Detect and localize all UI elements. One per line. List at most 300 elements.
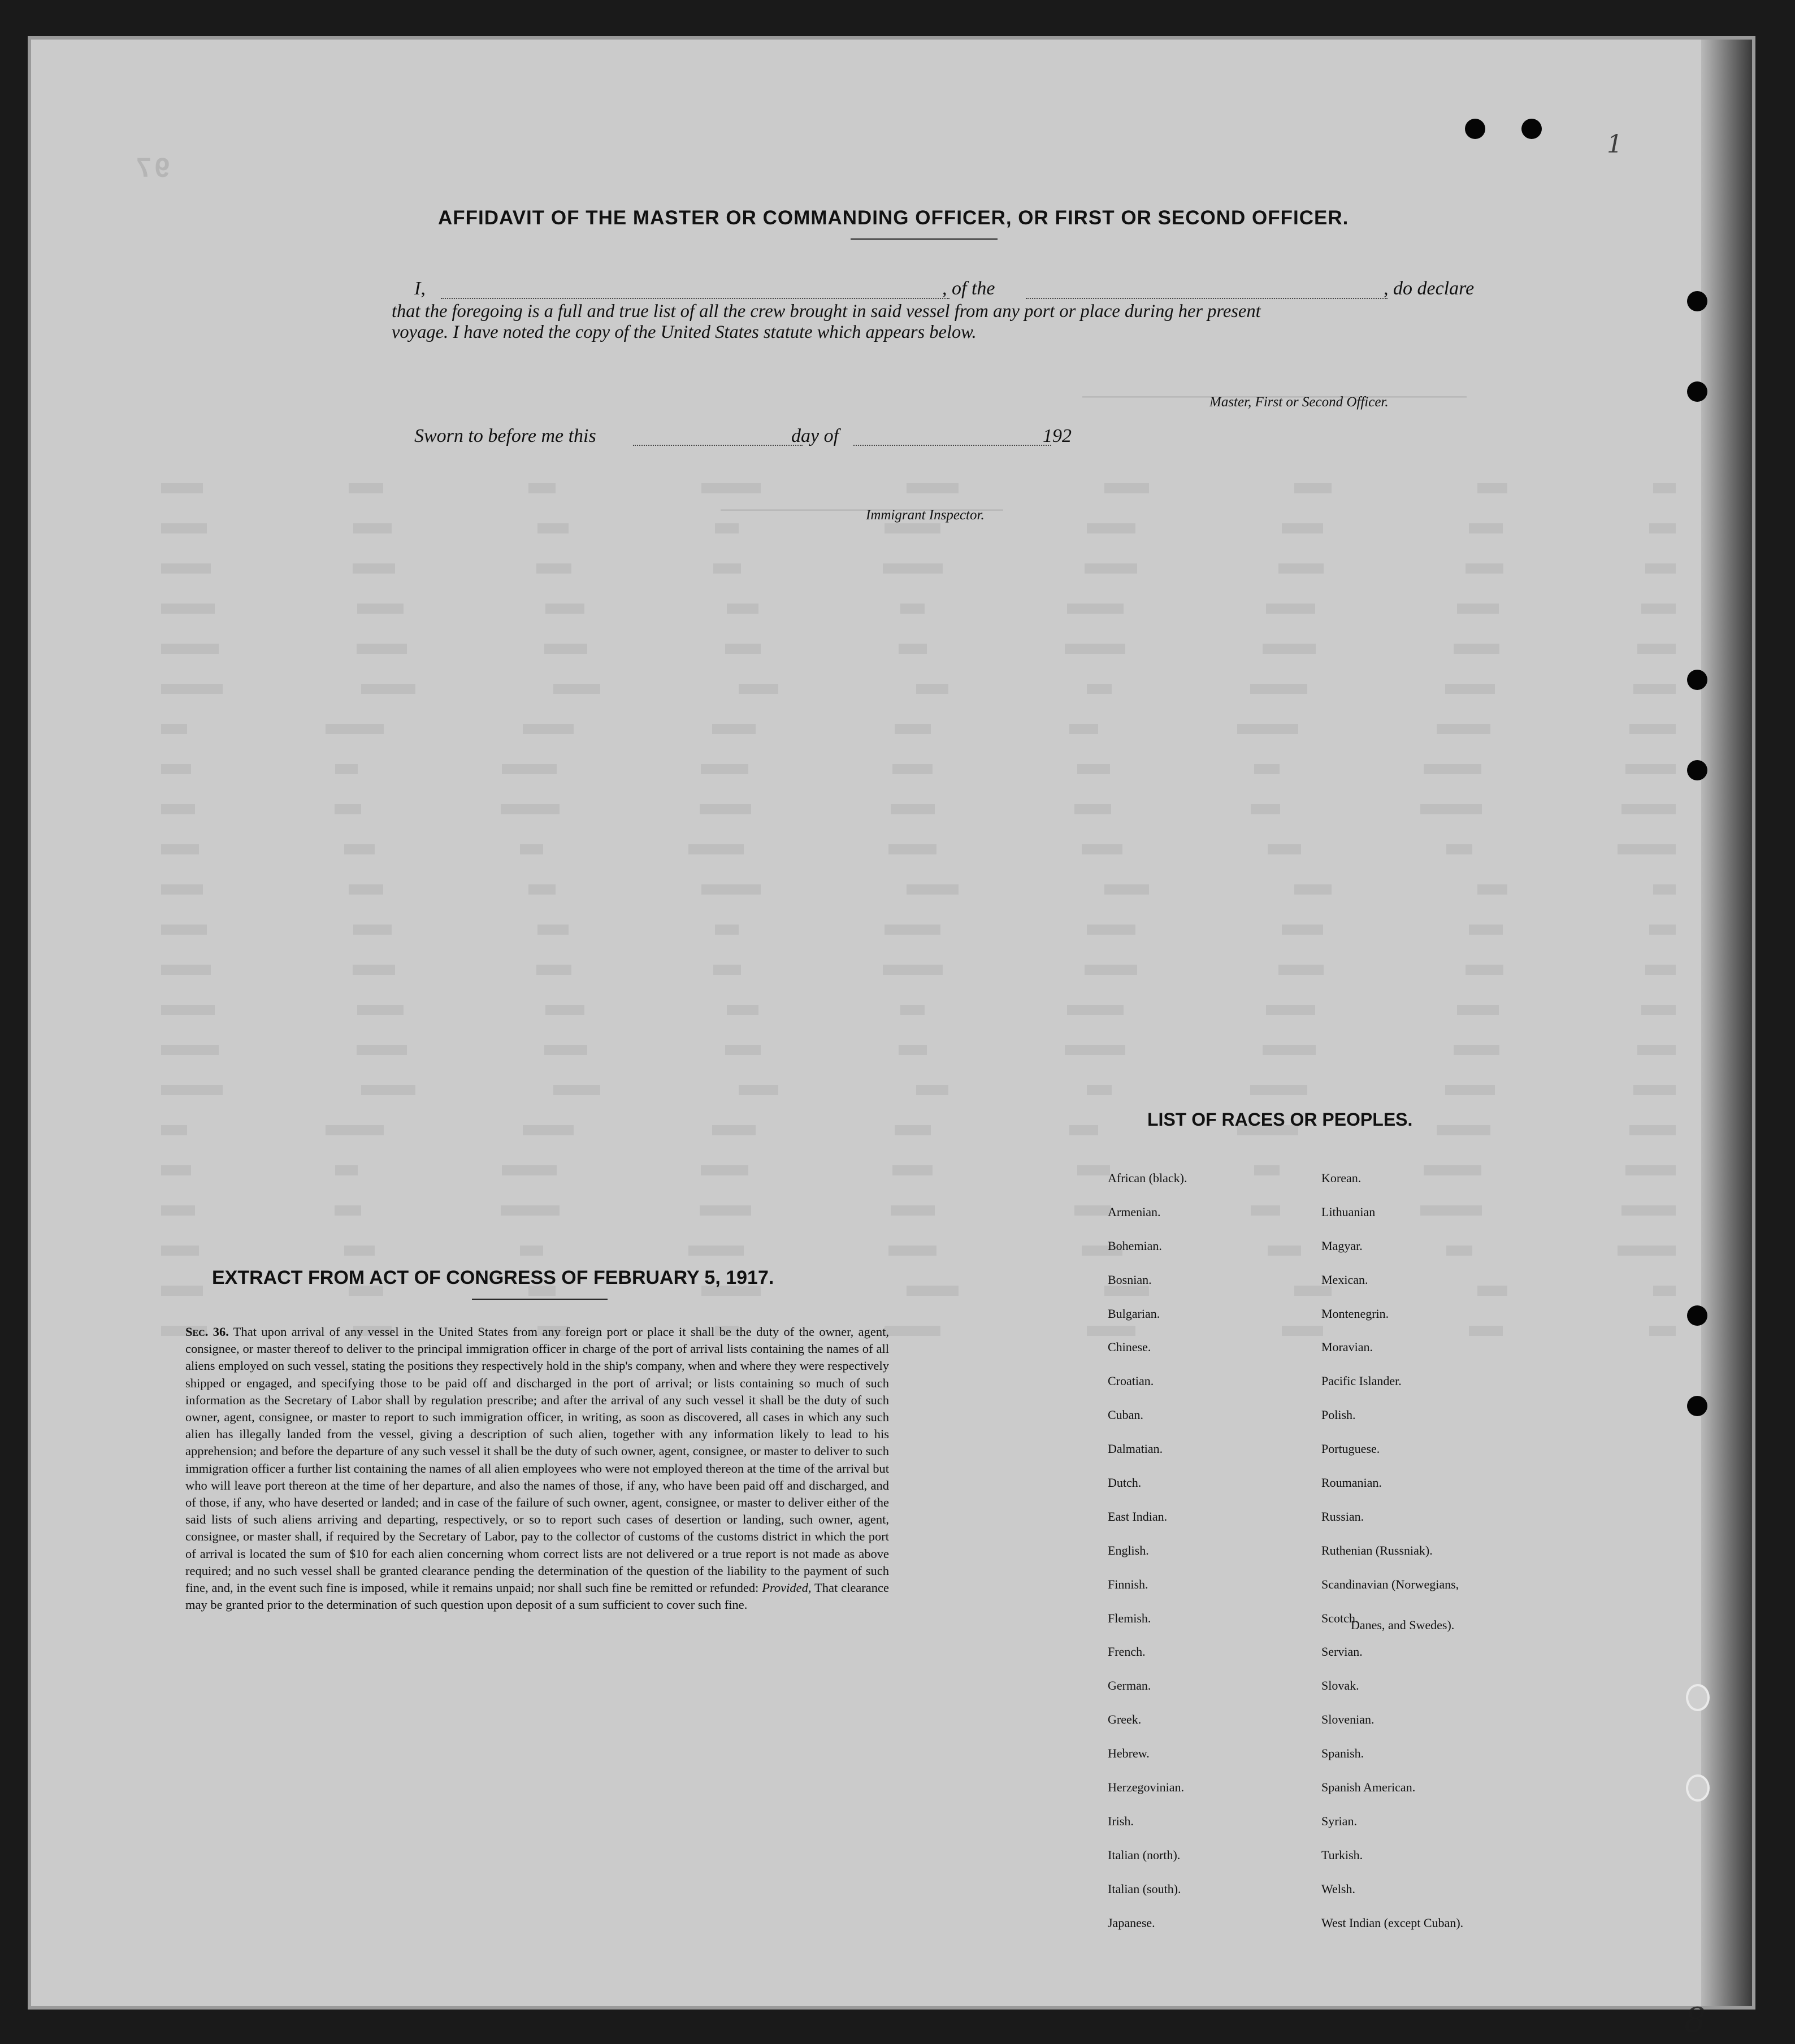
bleed-through-mark	[885, 1326, 941, 1336]
bleed-through-mark	[344, 1246, 375, 1256]
bleed-through-mark	[891, 804, 935, 814]
affidavit-voyage-line: voyage. I have noted the copy of the United States statute which appears below.	[392, 322, 977, 342]
bleed-through-mark	[161, 1165, 191, 1175]
bleed-through-mark	[161, 1326, 207, 1336]
affidavit-i: I,	[414, 278, 426, 299]
race-entry: Bulgarian.	[1108, 1306, 1160, 1321]
bleed-through-mark	[545, 644, 588, 654]
bleed-through-mark	[353, 523, 392, 533]
bleed-through-mark	[907, 483, 959, 493]
bleed-through-mark	[1437, 1125, 1491, 1135]
bleed-through-mark	[899, 1045, 927, 1055]
bleed-through-mark	[1067, 604, 1124, 614]
bleed-through-mark	[1077, 1165, 1110, 1175]
bleed-through-mark	[1629, 724, 1676, 734]
bleed-through-mark	[326, 1125, 384, 1135]
month-blank	[853, 444, 1051, 446]
bleed-through-mark	[895, 1125, 931, 1135]
race-entry: Armenian.	[1108, 1204, 1161, 1219]
bleed-through-mark	[1420, 1205, 1482, 1216]
proviso-text: That clearance may be granted prior to the determination of such question upon deposit of a sum sufficient to cover such fine.	[185, 1581, 889, 1612]
bleed-through-mark	[701, 483, 761, 493]
bleed-through-mark	[161, 804, 195, 814]
bleed-through-mark	[895, 724, 931, 734]
bleed-through-mark	[1237, 1125, 1298, 1135]
bleed-through-mark	[1087, 523, 1135, 533]
bleed-through-mark	[907, 884, 959, 895]
bleed-through-row	[161, 563, 1676, 580]
bleed-through-mark	[1067, 1005, 1124, 1015]
bleed-through-row	[161, 844, 1676, 861]
bleed-through-mark	[537, 965, 572, 975]
bleed-through-row	[161, 1165, 1676, 1182]
race-entry: Irish.	[1108, 1813, 1134, 1828]
bleed-through-mark	[1445, 1085, 1495, 1095]
bleed-through-mark	[1254, 764, 1280, 774]
bleed-through-mark	[725, 644, 761, 654]
bleed-through-mark	[1618, 844, 1676, 854]
bleed-through-mark	[701, 764, 748, 774]
bleed-through-mark	[715, 925, 739, 935]
punch-hole	[1687, 1305, 1707, 1326]
bleed-through-mark	[161, 1205, 195, 1216]
bleed-through-mark	[1645, 563, 1676, 574]
bleed-through-mark	[1633, 1085, 1676, 1095]
bleed-through-mark	[1082, 1246, 1122, 1256]
bleed-through-mark	[1282, 925, 1323, 935]
bleed-through-mark	[1446, 1246, 1472, 1256]
bleed-through-mark	[1477, 1286, 1507, 1296]
punch-hole	[1687, 381, 1707, 402]
bleed-through-mark	[161, 483, 203, 493]
bleed-through-mark	[344, 844, 375, 854]
bleed-through-mark	[161, 1005, 215, 1015]
affidavit-of-the: , of the	[942, 278, 995, 299]
bleed-through-row	[161, 644, 1676, 661]
bleed-through-row	[161, 724, 1676, 741]
bleed-through-mark	[883, 965, 943, 975]
bleed-through-mark	[1082, 844, 1122, 854]
bleed-through-mark	[1618, 1246, 1676, 1256]
corner-tick-mark: 1	[1607, 130, 1623, 159]
race-entry: Polish.	[1321, 1408, 1356, 1422]
bleed-through-mark	[700, 1205, 751, 1216]
bleed-through-mark	[1279, 965, 1324, 975]
bleed-through-mark	[701, 884, 761, 895]
bleed-through-mark	[1649, 1326, 1676, 1336]
bleed-through-row	[161, 1125, 1676, 1142]
race-entry: Magyar.	[1321, 1238, 1363, 1253]
bleed-through-mark	[1266, 1005, 1315, 1015]
race-entry: Servian.	[1321, 1644, 1363, 1659]
race-entry: Korean.	[1321, 1171, 1362, 1185]
bleed-through-mark	[161, 1045, 219, 1055]
bleed-through-mark	[1469, 523, 1503, 533]
bleed-through-row	[161, 1085, 1676, 1102]
bleed-through-mark	[1649, 523, 1676, 533]
bleed-through-mark	[1641, 604, 1676, 614]
bleed-through-mark	[885, 925, 941, 935]
bleed-through-mark	[917, 1085, 949, 1095]
bleed-through-mark	[1279, 563, 1324, 574]
act-title: EXTRACT FROM ACT OF CONGRESS OF FEBRUARY 5, 1917.	[212, 1267, 774, 1288]
bleed-through-mark	[1457, 1005, 1499, 1015]
bleed-through-mark	[335, 1165, 358, 1175]
bleed-through-mark	[701, 1165, 748, 1175]
race-entry: Dalmatian.	[1108, 1442, 1163, 1456]
race-entry: Scandinavian (Norwegians,	[1321, 1577, 1459, 1591]
bleed-through-row	[161, 483, 1676, 500]
races-title: LIST OF RACES OR PEOPLES.	[1147, 1109, 1413, 1130]
year-text: 192	[1043, 426, 1072, 446]
bleed-through-mark	[893, 764, 933, 774]
bleed-through-mark	[1446, 844, 1472, 854]
bleed-through-mark	[520, 1246, 543, 1256]
bleed-through-mark	[1637, 1045, 1676, 1055]
race-entry: Chinese.	[1108, 1340, 1151, 1355]
bleed-through-mark	[725, 1045, 761, 1055]
race-entry: Bohemian.	[1108, 1238, 1162, 1253]
bleed-through-mark	[1074, 804, 1111, 814]
sworn-text: Sworn to before me this	[414, 426, 596, 446]
bleed-through-mark	[907, 1286, 959, 1296]
race-entry: Greek.	[1108, 1712, 1142, 1727]
bleed-through-mark	[713, 1125, 756, 1135]
bleed-through-mark	[1104, 884, 1149, 895]
bleed-through-mark	[701, 1286, 761, 1296]
bleed-through-mark	[1420, 804, 1482, 814]
race-entry: Japanese.	[1108, 1915, 1155, 1930]
bleed-through-mark	[520, 844, 543, 854]
reinforcement-ring	[1686, 1774, 1710, 1802]
title-underline	[851, 238, 998, 240]
bleed-through-mark	[1424, 764, 1481, 774]
bleed-through-mark	[715, 1326, 739, 1336]
document-page	[31, 40, 1752, 2040]
bleed-through-mark	[1251, 804, 1281, 814]
race-entry: Hebrew.	[1108, 1746, 1150, 1761]
bleed-through-mark	[502, 764, 557, 774]
race-entry: Scotch.	[1321, 1611, 1359, 1625]
race-entry: Lithuanian	[1321, 1204, 1376, 1219]
race-entry: Slovenian.	[1321, 1712, 1375, 1727]
bleed-through-mark	[161, 884, 203, 895]
bleed-through-row	[161, 764, 1676, 781]
bleed-through-row	[161, 1286, 1676, 1303]
bleed-through-mark	[1469, 1326, 1503, 1336]
bleed-through-mark	[161, 563, 211, 574]
bleed-through-mark	[161, 523, 207, 533]
page-edge-shadow	[1701, 40, 1752, 2006]
bleed-through-mark	[523, 724, 574, 734]
bleed-through-mark	[161, 604, 215, 614]
race-entry: Syrian.	[1321, 1813, 1357, 1828]
race-entry: Italian (south).	[1108, 1881, 1181, 1896]
bleed-through-mark	[501, 1205, 560, 1216]
bleed-through-mark	[361, 1085, 415, 1095]
bleed-through-mark	[713, 563, 741, 574]
punch-hole	[1465, 119, 1485, 139]
bleed-through-mark	[545, 604, 584, 614]
race-entry: Russian.	[1321, 1509, 1364, 1524]
bleed-through-mark	[1065, 644, 1125, 654]
bleed-through-mark	[1457, 604, 1499, 614]
bleed-through-mark	[353, 563, 395, 574]
race-entry: Ruthenian (Russniak).	[1321, 1543, 1433, 1557]
bleed-through-mark	[553, 684, 600, 694]
bleed-through-mark	[883, 563, 943, 574]
vessel-name-blank	[1026, 297, 1388, 299]
bleed-through-mark	[1070, 1125, 1099, 1135]
bleed-through-mark	[1625, 1165, 1676, 1175]
bleed-through-mark	[1254, 1165, 1280, 1175]
bleed-through-row	[161, 1326, 1676, 1343]
bleed-through-mark	[1295, 1286, 1332, 1296]
affidavit-statement-line: that the foregoing is a full and true list of all the crew brought in said vessel from any port or place during her present	[392, 301, 1261, 322]
bleed-through-mark	[537, 523, 569, 533]
signature-caption: Master, First or Second Officer.	[1209, 394, 1389, 410]
bleed-through-mark	[545, 1045, 588, 1055]
race-entry: Bosnian.	[1108, 1272, 1152, 1287]
bleed-through-mark	[357, 604, 404, 614]
bleed-through-mark	[357, 644, 407, 654]
bleed-through-mark	[1437, 724, 1491, 734]
bleed-through-row	[161, 1205, 1676, 1222]
bleed-through-mark	[1633, 684, 1676, 694]
bleed-through-row	[161, 925, 1676, 941]
bleed-through-mark	[1087, 925, 1135, 935]
bleed-through-mark	[1295, 483, 1332, 493]
race-entry: Dutch.	[1108, 1476, 1142, 1490]
bleed-through-mark	[739, 1085, 778, 1095]
day-of-text: day of	[791, 426, 839, 446]
bleed-through-heading: 97	[133, 153, 170, 183]
race-entry: Turkish.	[1321, 1847, 1363, 1862]
bleed-through-mark	[688, 1246, 744, 1256]
master-name-blank	[441, 297, 949, 299]
race-entry: English.	[1108, 1543, 1149, 1557]
bleed-through-mark	[1621, 1205, 1676, 1216]
race-entry: German.	[1108, 1678, 1151, 1693]
bleed-through-mark	[1087, 1085, 1112, 1095]
race-entry: Montenegrin.	[1321, 1306, 1389, 1321]
bleed-through-mark	[161, 1246, 199, 1256]
bleed-through-row	[161, 523, 1676, 540]
bleed-through-mark	[529, 884, 556, 895]
bleed-through-mark	[1295, 884, 1332, 895]
bleed-through-mark	[1645, 965, 1676, 975]
bleed-through-mark	[349, 1286, 383, 1296]
bleed-through-mark	[349, 884, 383, 895]
bleed-through-mark	[502, 1165, 557, 1175]
bleed-through-mark	[1445, 684, 1495, 694]
bleed-through-mark	[1477, 884, 1507, 895]
bleed-through-mark	[713, 965, 741, 975]
race-entry: Pacific Islander.	[1321, 1374, 1402, 1388]
bleed-through-mark	[727, 604, 758, 614]
bleed-through-mark	[1637, 644, 1676, 654]
bleed-through-mark	[901, 604, 925, 614]
bleed-through-row	[161, 604, 1676, 620]
race-entry: Roumanian.	[1321, 1476, 1382, 1490]
bleed-through-mark	[529, 483, 556, 493]
bleed-through-row	[161, 684, 1676, 701]
punch-hole	[1521, 119, 1542, 139]
race-entry: Cuban.	[1108, 1408, 1143, 1422]
bleed-through-mark	[1466, 965, 1503, 975]
bleed-through-row	[161, 1246, 1676, 1262]
bleed-through-mark	[1263, 644, 1316, 654]
bleed-through-mark	[361, 684, 415, 694]
bleed-through-mark	[1263, 1045, 1316, 1055]
bleed-through-mark	[1268, 1246, 1301, 1256]
bleed-through-mark	[1085, 965, 1137, 975]
bleed-through-mark	[1087, 1326, 1135, 1336]
bleed-through-mark	[1085, 563, 1137, 574]
bleed-through-mark	[161, 844, 199, 854]
bleed-through-mark	[537, 925, 569, 935]
race-entry: Spanish.	[1321, 1746, 1364, 1761]
punch-hole	[1687, 291, 1707, 311]
bleed-through-mark	[1065, 1045, 1125, 1055]
act-section-text	[185, 1323, 889, 1613]
race-entry: African (black).	[1108, 1171, 1187, 1185]
bleed-through-mark	[1653, 884, 1676, 895]
bleed-through-mark	[501, 804, 560, 814]
bleed-through-mark	[1251, 1205, 1281, 1216]
race-entry: Spanish American.	[1321, 1780, 1416, 1795]
bleed-through-mark	[901, 1005, 925, 1015]
bleed-through-mark	[161, 764, 191, 774]
bleed-through-mark	[1250, 684, 1307, 694]
race-entry: Croatian.	[1108, 1374, 1154, 1388]
bleed-through-mark	[688, 844, 744, 854]
section-body: That upon arrival of any vessel in the United States from any foreign port or place it shall be the duty of the owner, agent, consignee, or master thereof to deliver to the principal immigration officer in charge of the port of arrival lists containing the names of all aliens employed on such vessel, stating the positions they respectively hold in the ship's company, when and where they were respectively shipped or engaged, and specifying those to be paid off and discharged in the port of arrival; or lists containing so much of such information as the Secretary of Labor shall by regulation prescribe; and after the arrival of any such vessel it shall be the duty of such owner, agent, consignee, or master to report to such immigration officer, in writing, as soon as discovered, all cases in which any such alien has illegally landed from the vessel, giving a description of such alien, together with any information likely to lead to his apprehension; and before the departure of any such vessel it shall be the duty of such owner, agent, consignee, or master to deliver to such immigration officer a further list containing the names of all alien employees who were not employed thereon at the time of the arrival but who will leave port thereon at the time of her departure, and also the names of those, if any, who have been paid off and discharged, and of those, if any, who have deserted or landed; and in case of the failure of such owner, agent, consignee, or master to deliver either of the said lists of such aliens arriving and departing, respectively, or so to report such cases of desertion or landing, such owner, agent, consignee, or master shall, if required by the Secretary of Labor, pay to the collector of customs of the customs district in which the port of arrival is located the sum of $10 for each alien concerning whom correct lists are not delivered or a true report is not made as above required; and no such vessel shall be granted clearance pending the determination of the question of the liability to the payment of such fine, and, in the event such fine is imposed, while it remains unpaid; nor shall such fine be remitted or refunded:	[185, 1325, 890, 1595]
race-entry: East Indian.	[1108, 1509, 1168, 1524]
bleed-through-mark	[1653, 483, 1676, 493]
bleed-through-row	[161, 1005, 1676, 1022]
race-entry: Flemish.	[1108, 1611, 1151, 1625]
bleed-through-mark	[1424, 1165, 1481, 1175]
day-blank	[633, 444, 803, 446]
bleed-through-mark	[713, 724, 756, 734]
bleed-through-mark	[1074, 1205, 1111, 1216]
bleed-through-mark	[739, 684, 778, 694]
bleed-through-mark	[1469, 925, 1503, 935]
bleed-through-mark	[891, 1205, 935, 1216]
punch-hole	[1687, 670, 1707, 690]
bleed-through-mark	[161, 724, 187, 734]
bleed-through-mark	[1070, 724, 1099, 734]
bleed-through-mark	[357, 1005, 404, 1015]
race-entry: Moravian.	[1321, 1340, 1373, 1355]
bleed-through-mark	[1629, 1125, 1676, 1135]
bleed-through-mark	[727, 1005, 758, 1015]
bleed-through-mark	[545, 1005, 584, 1015]
bleed-through-mark	[1477, 483, 1507, 493]
bottom-corner-mark: 8	[1684, 2000, 1706, 2040]
bleed-through-mark	[885, 523, 941, 533]
bleed-through-mark	[357, 1045, 407, 1055]
scandinavian-continuation: Danes, and Swedes).	[1351, 1618, 1455, 1632]
bleed-through-mark	[1454, 644, 1499, 654]
race-entry: Slovak.	[1321, 1678, 1359, 1693]
bleed-through-mark	[1266, 604, 1315, 614]
punch-hole	[1687, 1396, 1707, 1416]
bleed-through-mark	[161, 644, 219, 654]
bleed-through-mark	[335, 764, 358, 774]
bleed-through-mark	[335, 1205, 361, 1216]
bleed-through-mark	[1466, 563, 1503, 574]
inspector-caption: Immigrant Inspector.	[866, 507, 985, 523]
race-entry: Mexican.	[1321, 1272, 1368, 1287]
bleed-through-mark	[353, 925, 392, 935]
bleed-through-mark	[353, 1326, 392, 1336]
affidavit-title: AFFIDAVIT OF THE MASTER OR COMMANDING OFFICER, OR FIRST OR SECOND OFFICER.	[438, 207, 1349, 229]
proviso-label: Provided,	[762, 1581, 812, 1595]
bleed-through-mark	[899, 644, 927, 654]
bleed-through-mark	[1649, 925, 1676, 935]
bleed-through-mark	[353, 965, 395, 975]
bleed-through-mark	[326, 724, 384, 734]
bleed-through-mark	[529, 1286, 556, 1296]
race-entry: Portuguese.	[1321, 1442, 1380, 1456]
bleed-through-mark	[1104, 483, 1149, 493]
bleed-through-mark	[1282, 523, 1323, 533]
bleed-through-mark	[1641, 1005, 1676, 1015]
bleed-through-mark	[523, 1125, 574, 1135]
bleed-through-row	[161, 965, 1676, 982]
bleed-through-mark	[161, 1286, 203, 1296]
punch-hole	[1687, 760, 1707, 780]
race-entry: Italian (north).	[1108, 1847, 1181, 1862]
bleed-through-row	[161, 1045, 1676, 1062]
bleed-through-mark	[161, 965, 211, 975]
bleed-through-mark	[1104, 1286, 1149, 1296]
race-entry: West Indian (except Cuban).	[1321, 1915, 1464, 1930]
bleed-through-mark	[1087, 684, 1112, 694]
affidavit-declare: , do declare	[1384, 278, 1475, 299]
race-entry: Finnish.	[1108, 1577, 1148, 1591]
bleed-through-mark	[715, 523, 739, 533]
race-entry: Herzegovinian.	[1108, 1780, 1184, 1795]
race-entry: Welsh.	[1321, 1881, 1355, 1896]
section-label: Sec. 36.	[185, 1325, 229, 1339]
bleed-through-mark	[553, 1085, 600, 1095]
bleed-through-mark	[161, 925, 207, 935]
bleed-through-row	[161, 804, 1676, 821]
reinforcement-ring	[1686, 1684, 1710, 1711]
bleed-through-mark	[161, 1125, 187, 1135]
bleed-through-mark	[537, 1326, 569, 1336]
bleed-through-mark	[889, 844, 937, 854]
race-entry: French.	[1108, 1644, 1146, 1659]
bleed-through-mark	[1625, 764, 1676, 774]
bleed-through-mark	[1621, 804, 1676, 814]
bleed-through-mark	[1077, 764, 1110, 774]
bleed-through-mark	[917, 684, 949, 694]
bleed-through-mark	[1282, 1326, 1323, 1336]
bleed-through-row	[161, 884, 1676, 901]
bleed-through-mark	[1250, 1085, 1307, 1095]
bleed-through-mark	[1237, 724, 1298, 734]
bleed-through-mark	[537, 563, 572, 574]
bleed-through-mark	[700, 804, 751, 814]
bleed-through-mark	[161, 684, 223, 694]
bleed-through-mark	[1454, 1045, 1499, 1055]
bleed-through-mark	[889, 1246, 937, 1256]
bleed-through-mark	[1653, 1286, 1676, 1296]
